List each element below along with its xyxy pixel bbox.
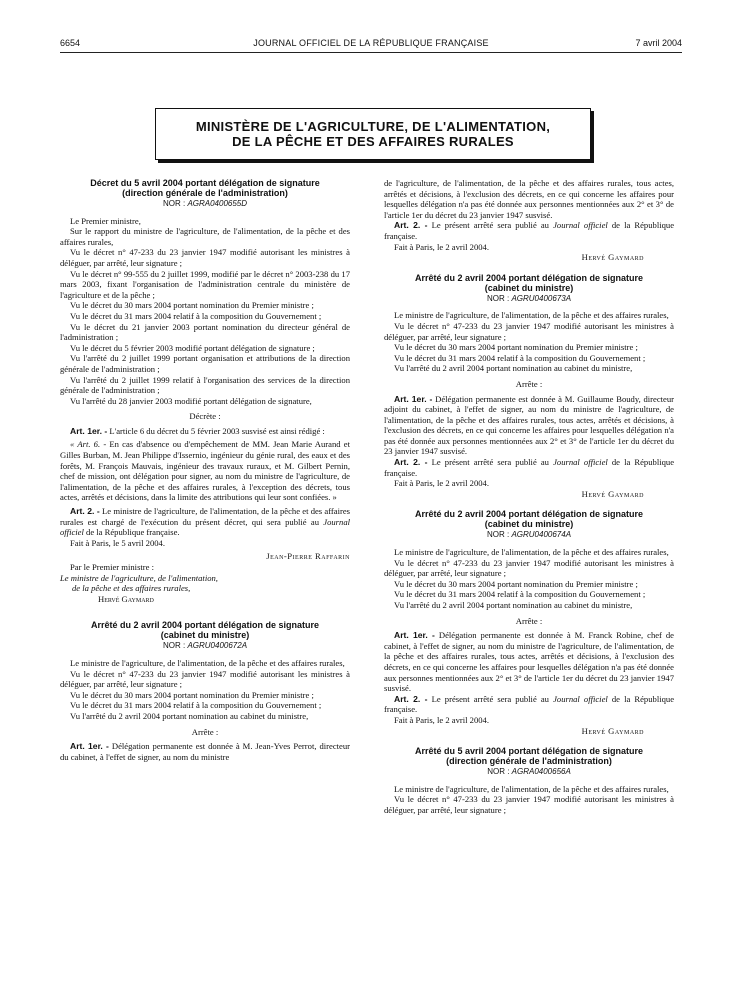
article-label: Art. 1er. - (394, 630, 435, 641)
paragraph: Vu l'arrêté du 2 avril 2004 portant nomination au cabinet du ministre, (394, 600, 633, 610)
nor-label: NOR : (162, 199, 186, 208)
journal-name: Journal officiel (553, 457, 608, 468)
article-1 (384, 630, 674, 694)
nor-code: AGRA0400656A (511, 767, 571, 777)
running-head (60, 38, 682, 50)
signature: Jean-Pierre Raffarin (266, 551, 350, 562)
par-le-premier-ministre: Par le Premier ministre : (70, 562, 155, 572)
nor-label: NOR : (162, 641, 186, 651)
article-text: Le ministre de l'agriculture, de l'alimentation, de la pêche et des affaires rurales est chargé de l'exécution du présent décret, qui sera publié au (60, 506, 350, 527)
paragraph: Vu le décret n° 47-233 du 23 janvier 1947 modifié autorisant les ministres à déléguer, par arrêté, leur signature ; (60, 247, 350, 268)
article-text: Délégation permanente est donnée à M. Jean-Yves Perrot, directeur du cabinet, à l'effet de signer, au nom du ministre (60, 741, 350, 762)
paragraph: Vu le décret du 30 mars 2004 portant nomination du Premier ministre ; (394, 578, 638, 589)
ministry-line-2: DE LA PÊCHE ET DES AFFAIRES RURALES (232, 134, 514, 149)
signature: Hervé Gaymard (581, 252, 644, 263)
paragraph: Vu le décret n° 47-233 du 23 janvier 1947 modifié autorisant les ministres à déléguer, par arrêté, leur signature ; (384, 794, 674, 815)
arrete4-nor (384, 767, 674, 778)
left-column (60, 178, 350, 762)
signature: Hervé Gaymard (581, 725, 644, 736)
paragraph: Vu le décret du 31 mars 2004 relatif à la composition du Gouvernement ; (394, 589, 646, 600)
paragraph: Le ministre de l'agriculture, de l'alimentation, de la pêche et des affaires rurales, (394, 783, 669, 794)
journal-name: Journal officiel (553, 220, 608, 231)
paragraph: Vu l'arrêté du 2 juillet 1999 relatif à l'organisation des services de la direction générale de l'administration ; (60, 374, 350, 396)
article-6 (60, 439, 350, 503)
arrete1-subtitle: (cabinet du ministre) (160, 630, 250, 641)
paragraph: Vu l'arrêté du 2 juillet 1999 portant organisation et attributions de la direction générale de l'administration ; (60, 353, 350, 374)
article-text: Le présent arrêté sera publié au (431, 220, 554, 231)
paragraph: Le ministre de l'agriculture, de l'alimentation, de la pêche et des affaires rurales, (394, 547, 669, 558)
minister-role-2 (60, 583, 350, 594)
paragraph: Vu le décret du 30 mars 2004 portant nomination du Premier ministre ; (394, 342, 638, 353)
arrete: Arrête : (515, 615, 543, 626)
article-1 (60, 426, 350, 437)
decree1-nor (60, 199, 350, 210)
arrete2-title: Arrêté du 2 avril 2004 portant délégation de signature (414, 272, 644, 283)
paragraph: Vu le décret du 5 février 2003 modifié portant délégation de signature ; (70, 342, 315, 353)
paragraph: Vu le décret du 31 mars 2004 relatif à la composition du Gouvernement ; (394, 352, 646, 363)
decrete: Décrète : (189, 411, 221, 422)
paragraph: Vu le décret du 30 mars 2004 portant nomination du Premier ministre ; (70, 689, 314, 700)
arrete: Arrête : (191, 726, 219, 737)
article-text: de la République française. (83, 527, 180, 538)
arrete4-title: Arrêté du 5 avril 2004 portant délégation de signature (414, 746, 644, 757)
article-1 (384, 394, 674, 458)
article-label: Art. 2. - (394, 220, 428, 231)
article-label: Art. 1er. - (70, 425, 108, 436)
signature: Hervé Gaymard (581, 488, 644, 499)
role-line-2: de la pêche et des affaires rurales, (72, 583, 191, 594)
paragraph: Le Premier ministre, (70, 215, 141, 226)
fait: Fait à Paris, le 5 avril 2004. (70, 537, 165, 548)
ministry-box (155, 108, 591, 160)
arrete3-title: Arrêté du 2 avril 2004 portant délégation de signature (414, 509, 644, 520)
journal-name: Journal officiel (60, 516, 350, 538)
nor-code: AGRU0400672A (187, 641, 248, 651)
journal-name: Journal officiel (553, 693, 608, 704)
paragraph: Vu le décret n° 47-233 du 23 janvier 1947 modifié autorisant les ministres à déléguer, par arrêté, leur signature ; (60, 668, 350, 690)
signature: Hervé Gaymard (98, 593, 154, 604)
article-2 (60, 506, 350, 538)
arrete3-subtitle: (cabinet du ministre) (484, 519, 574, 530)
decree1-title: Décret du 5 avril 2004 portant délégation de signature (90, 178, 320, 188)
nor-code: AGRU0400673A (511, 293, 572, 303)
article-text: L'article 6 du décret du 5 février 2003 susvisé est ainsi rédigé : (109, 425, 325, 436)
article-label: Art. 2. - (70, 506, 100, 517)
page-number: 6654 (60, 38, 81, 48)
paragraph: Sur le rapport du ministre de l'agriculture, de l'alimentation, de la pêche et des affaires rurales, (60, 226, 350, 247)
article-label: Art. 2. - (394, 693, 428, 704)
article-2 (384, 220, 674, 241)
ministry-line-1: MINISTÈRE DE L'AGRICULTURE, DE L'ALIMENTATION, (195, 119, 551, 134)
article-text: Délégation permanente est donnée à M. Franck Robine, chef de cabinet, à l'effet de signer, au nom du ministre de l'agriculture, de l'alimentation, de la pêche et des affaires rurales, tous actes, arrêtés et décisions, à l'exclusion des décrets, en ce qui concerne les affaires pour lesquelles délégation n'a pas été donnée aux personnes mentionnées aux 2° et 3° de l'article 1er du décret du 23 janvier 1947 susvisé. (384, 630, 674, 694)
nor-code: AGRU0400674A (511, 530, 572, 540)
article-text: de la République française. (384, 693, 675, 715)
article-label: « Art. 6. - (70, 439, 107, 450)
journal-title: JOURNAL OFFICIEL DE LA RÉPUBLIQUE FRANÇAISE (253, 38, 489, 48)
paragraph: Vu le décret n° 47-233 du 23 janvier 1947 modifié autorisant les ministres à déléguer, par arrêté, leur signature ; (384, 557, 674, 579)
article-2 (384, 694, 674, 715)
role-line-1: Le ministre de l'agriculture, de l'alimentation, (60, 572, 218, 583)
nor-label: NOR : (486, 530, 510, 540)
arrete4-subtitle: (direction générale de l'administration) (446, 756, 612, 767)
article-1-continued: de l'agriculture, de l'alimentation, de la pêche et des affaires rurales, tous actes, arrêtés et décisions, à l'exclusion des décrets, en ce qui concerne les affaires pour lesquelles délégation n'a pas été donnée aux personnes mentionnées aux 2° et 3° de l'article 1er du décret du 23 janvier 1947 susvisé. (384, 178, 674, 220)
paragraph: Vu le décret du 31 mars 2004 relatif à la composition du Gouvernement ; (70, 310, 322, 321)
decree1-subtitle: (direction générale de l'administration) (122, 188, 288, 198)
arrete1-nor (60, 641, 350, 652)
paragraph: Vu l'arrêté du 2 avril 2004 portant nomination au cabinet du ministre, (70, 710, 309, 721)
nor-code: AGRA0400655D (187, 199, 248, 208)
minister-role (60, 573, 350, 584)
arrete: Arrête : (515, 378, 543, 389)
fait: Fait à Paris, le 2 avril 2004. (394, 714, 489, 725)
paragraph: Vu le décret du 31 mars 2004 relatif à la composition du Gouvernement ; (70, 700, 322, 711)
nor-label: NOR : (486, 293, 510, 303)
nor-label: NOR : (487, 767, 510, 777)
paragraph: Vu l'arrêté du 28 janvier 2003 modifié portant délégation de signature, (70, 395, 312, 406)
paragraph: Le ministre de l'agriculture, de l'alimentation, de la pêche et des affaires rurales, (70, 657, 345, 668)
article-text: Délégation permanente est donnée à M. Guillaume Boudy, directeur adjoint du cabinet, à l'effet de signer, au nom du ministre de l'agriculture, de l'alimentation, de la pêche et des affaires rurales, tous actes, arrêtés et décisions, à l'exclusion des décrets, en ce qui concerne les affaires pour lesquelles délégation n'a pas été donnée aux personnes mentionnées aux 2° et 3° de l'article 1er du décret du 23 janvier 1947 susvisé. (384, 393, 674, 457)
paragraph: Vu le décret n° 99-555 du 2 juillet 1999, modifié par le décret n° 2003-238 du 17 mars 2003, fixant l'organisation de l'administration centrale du ministère de l'agriculture et de la pêche ; (60, 268, 350, 300)
arrete3-nor (384, 530, 674, 541)
paragraph: Vu le décret du 30 mars 2004 portant nomination du Premier ministre ; (70, 300, 314, 311)
paragraph: Le ministre de l'agriculture, de l'alimentation, de la pêche et des affaires rurales, (394, 310, 669, 321)
paragraph: Vu le décret du 21 janvier 2003 portant nomination du directeur général de l'administration ; (60, 321, 350, 343)
article-label: Art. 2. - (394, 457, 428, 468)
article-1 (60, 741, 350, 762)
arrete1-title: Arrêté du 2 avril 2004 portant délégation de signature (90, 620, 320, 631)
article-text: de la République française. (384, 220, 675, 241)
article-text: de la République française. (384, 457, 675, 478)
header-rule (60, 52, 682, 53)
arrete2-nor (384, 294, 674, 305)
article-text: Le présent arrêté sera publié au (431, 693, 554, 704)
fait: Fait à Paris, le 2 avril 2004. (394, 241, 489, 252)
arrete2-subtitle: (cabinet du ministre) (484, 282, 574, 293)
article-text: En cas d'absence ou d'empêchement de MM. Jean Marie Aurand et Gilles Burban, M. Jean Philippe d'Issernio, ingénieur du génie rural, des eaux et des forêts, M. François Mauvais, ingénieur des travaux ruraux, et M. Gilbert Pernin, chef de mission, ont délégation pour signer, au nom du ministre de l'agriculture, de l'alimentation, de la pêche et des affaires rurales, à l'exception des décrets, tous actes, arrêtés et décisions, dans la limite des attributions qui leur sont confiées. » (60, 439, 350, 503)
article-label: Art. 1er. - (394, 393, 433, 404)
paragraph: Vu le décret n° 47-233 du 23 janvier 1947 modifié autorisant les ministres à déléguer, par arrêté, leur signature ; (384, 320, 674, 342)
issue-date: 7 avril 2004 (635, 38, 682, 48)
article-label: Art. 1er. - (70, 741, 109, 752)
article-text: Le présent arrêté sera publié au (431, 457, 554, 468)
article-2 (384, 457, 674, 478)
fait: Fait à Paris, le 2 avril 2004. (394, 478, 489, 489)
right-column (384, 178, 674, 816)
paragraph: Vu l'arrêté du 2 avril 2004 portant nomination au cabinet du ministre, (394, 363, 633, 374)
